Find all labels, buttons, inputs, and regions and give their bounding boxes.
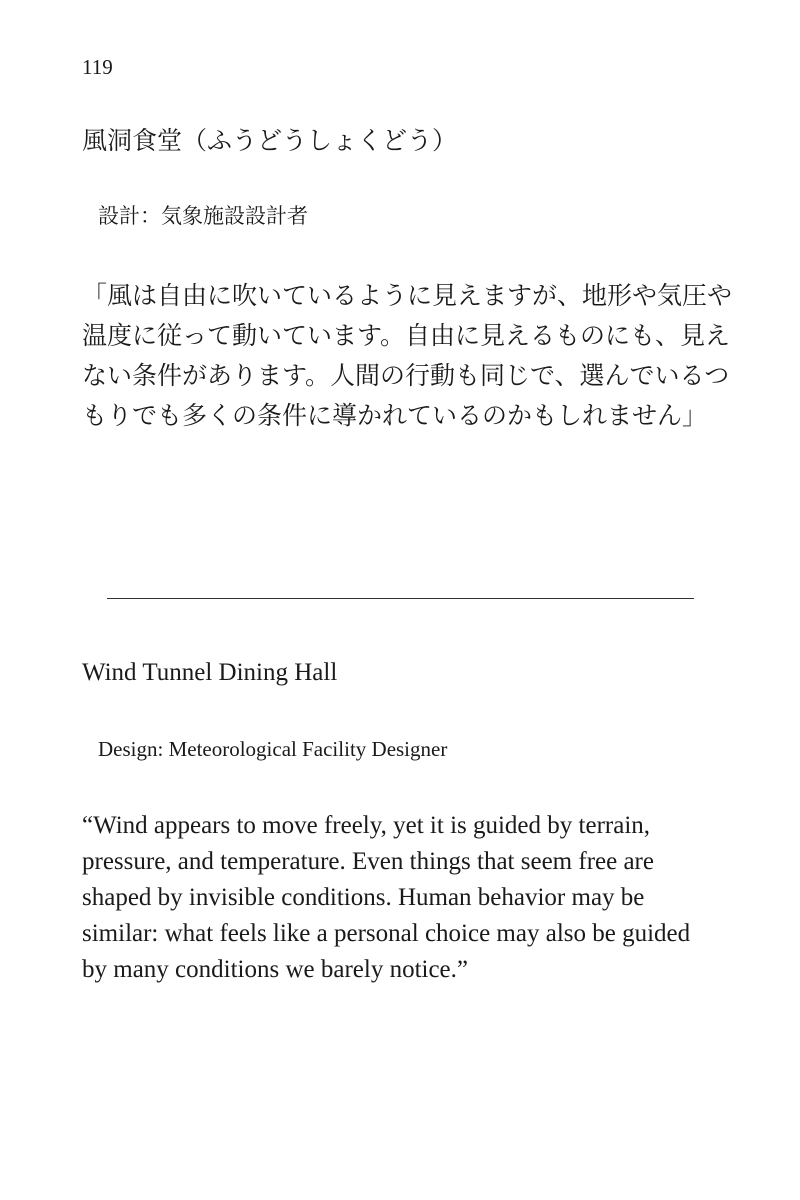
japanese-quote: 「風は自由に吹いているように見えますが、地形や気圧や温度に従って動いています。自由に見えるものにも、見えない条件があります。人間の行動も同じで、選んでいるつもりでも多くの条件に導かれているのかもしれません」	[82, 281, 733, 430]
english-quote: “Wind appears to move freely, yet it is guided by terrain, pressure, and temperature. Even things that seem free are shaped by invisible conditions. Human behavior may be similar: what feels like a personal choice may also be guided by many conditions we barely notice.”	[82, 812, 691, 983]
japanese-title: 風洞食堂（ふうどうしょくどう）	[82, 126, 458, 155]
page-number: 119	[82, 55, 113, 79]
english-title: Wind Tunnel Dining Hall	[82, 659, 338, 686]
english-credit: Design: Meteorological Facility Designer	[98, 737, 448, 761]
section-divider	[107, 598, 694, 599]
japanese-credit: 設計：気象施設設計者	[98, 204, 308, 228]
